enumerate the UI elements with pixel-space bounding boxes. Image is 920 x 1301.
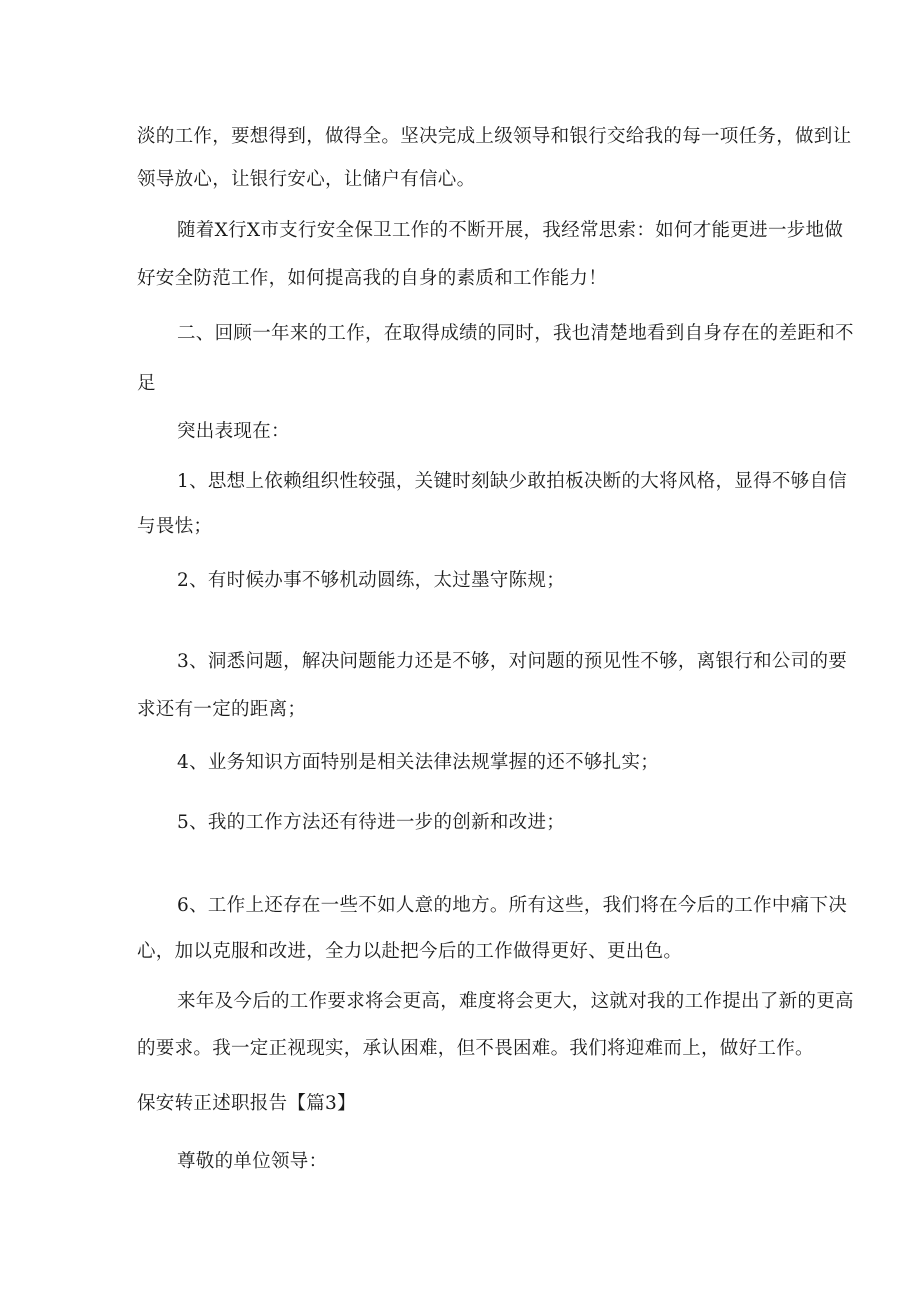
text-line: 与畏怯； <box>137 516 213 537</box>
section-heading: 保安转正述职报告【篇3】 <box>137 1093 356 1114</box>
list-item: 6、工作上还存在一些不如人意的地方。所有这些，我们将在今后的工作中痛下决 <box>177 895 848 916</box>
list-item: 4、业务知识方面特别是相关法律法规掌握的还不够扎实； <box>177 752 660 773</box>
text-line: 领导放心，让银行安心，让储户有信心。 <box>137 169 476 190</box>
text-line: 淡的工作，要想得到，做得全。坚决完成上级领导和银行交给我的每一项任务，做到让 <box>137 126 852 147</box>
list-item: 3、洞悉问题，解决问题能力还是不够，对问题的预见性不够，离银行和公司的要 <box>177 651 848 672</box>
text-line: 来年及今后的工作要求将会更高，难度将会更大，这就对我的工作提出了新的更高 <box>177 991 854 1012</box>
text-line: 二、回顾一年来的工作，在取得成绩的同时，我也清楚地看到自身存在的差距和不 <box>177 323 854 344</box>
text-line: 求还有一定的距离； <box>137 699 307 720</box>
salutation: 尊敬的单位领导： <box>177 1151 328 1172</box>
text-line: 随着X行X市支行安全保卫工作的不断开展，我经常思索：如何才能更进一步地做 <box>177 220 844 241</box>
text-line: 的要求。我一定正视现实，承认困难，但不畏困难。我们将迎难而上，做好工作。 <box>137 1038 814 1059</box>
text-line: 突出表现在： <box>177 421 290 442</box>
list-item: 2、有时候办事不够机动圆练，太过墨守陈规； <box>177 570 566 591</box>
text-line: 足 <box>137 373 156 394</box>
text-line: 好安全防范工作，如何提高我的自身的素质和工作能力！ <box>137 268 608 289</box>
text-line: 心，加以克服和改进，全力以赴把今后的工作做得更好、更出色。 <box>137 941 683 962</box>
list-item: 5、我的工作方法还有待进一步的创新和改进； <box>177 812 566 833</box>
list-item: 1、思想上依赖组织性较强，关键时刻缺少敢拍板决断的大将风格，显得不够自信 <box>177 471 848 492</box>
